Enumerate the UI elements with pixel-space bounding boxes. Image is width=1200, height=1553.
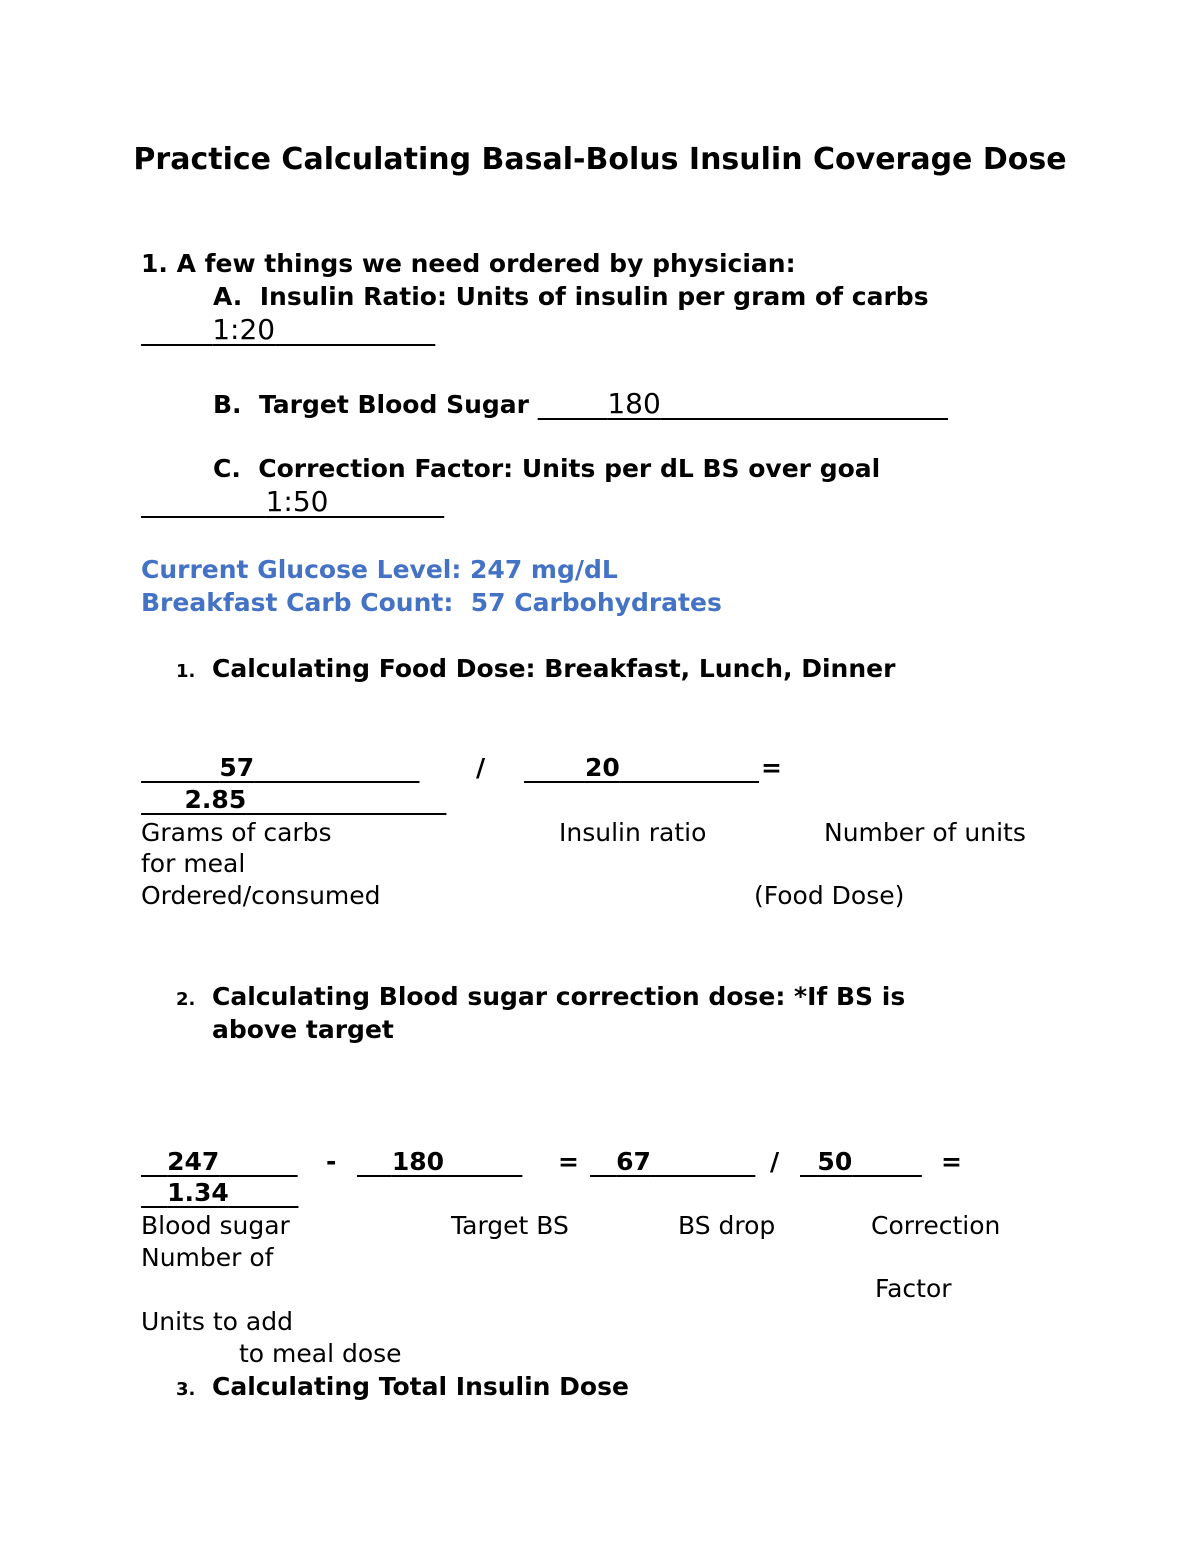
step3-number: 3. (176, 1379, 196, 1400)
step2-number: 2. (176, 989, 196, 1010)
label-correction: Correction (871, 1211, 1001, 1240)
label-food-dose: (Food Dose) (754, 881, 905, 910)
bs-value: 247 (167, 1147, 220, 1176)
step2-heading-line2: above target (212, 1015, 394, 1044)
target-blank (357, 1147, 522, 1176)
page-title: Practice Calculating Basal-Bolus Insulin Coverage Dose (133, 142, 1067, 177)
insulin-ratio-value-line (141, 313, 435, 346)
insulin-ratio-value: 1:20 (212, 313, 276, 346)
label-ordered-consumed: Ordered/consumed (141, 881, 381, 910)
label-units-to-add: Units to add (141, 1307, 293, 1336)
correction-equals-1: = (558, 1147, 579, 1176)
correction-result-blank (141, 1178, 298, 1207)
target-value: 180 (391, 1147, 445, 1176)
label-blood-sugar: Blood sugar (141, 1211, 290, 1240)
target-bs-value: 180 (607, 387, 661, 420)
correction-factor-value-line (141, 485, 444, 518)
label-bs-drop: BS drop (678, 1211, 776, 1240)
carbs-blank (141, 753, 420, 782)
label-to-meal-dose: to meal dose (239, 1339, 402, 1368)
correction-factor-value: 1:50 (265, 485, 329, 518)
step2-heading-line1: Calculating Blood sugar correction dose: *If BS is (212, 982, 906, 1011)
ratio-value: 20 (584, 753, 620, 782)
drop-value: 67 (616, 1147, 651, 1176)
step1-heading: Calculating Food Dose: Breakfast, Lunch, Dinner (212, 654, 896, 683)
step3-heading: Calculating Total Insulin Dose (212, 1372, 629, 1401)
label-grams-carbs: Grams of carbs (141, 818, 332, 847)
correction-result: 1.34 (167, 1178, 229, 1207)
correction-equals-2: = (941, 1147, 962, 1176)
food-dose-divide: / (476, 753, 486, 782)
food-dose-result: 2.85 (184, 785, 247, 814)
correction-factor-label: C. Correction Factor: Units per dL BS over goal (213, 454, 881, 483)
food-dose-result-blank (141, 785, 446, 814)
carbs-value: 57 (219, 753, 255, 782)
target-bs-blank-pre (538, 390, 608, 419)
label-number-units: Number of units (824, 818, 1026, 847)
target-bs-blank-post (661, 390, 948, 419)
correction-minus: - (326, 1147, 337, 1176)
food-dose-equals: = (761, 753, 782, 782)
factor-blank (800, 1147, 922, 1176)
target-bs-label: B. Target Blood Sugar (213, 390, 538, 419)
drop-blank (590, 1147, 755, 1176)
factor-value: 50 (817, 1147, 853, 1176)
label-target-bs: Target BS (451, 1211, 569, 1240)
section1-heading: 1. A few things we need ordered by physician: (141, 249, 796, 278)
step1-number: 1. (176, 661, 196, 682)
target-bs-line (213, 387, 948, 420)
label-factor: Factor (875, 1274, 952, 1303)
label-for-meal: for meal (141, 849, 246, 878)
breakfast-carb-count: Breakfast Carb Count: 57 Carbohydrates (141, 588, 722, 617)
insulin-ratio-label: A. Insulin Ratio: Units of insulin per gram of carbs (213, 282, 929, 311)
label-number-of: Number of (141, 1243, 274, 1272)
correction-divide: / (770, 1147, 780, 1176)
current-glucose-level: Current Glucose Level: 247 mg/dL (141, 555, 618, 584)
ratio-blank (524, 753, 759, 782)
bs-blank (141, 1147, 298, 1176)
label-insulin-ratio: Insulin ratio (559, 818, 707, 847)
